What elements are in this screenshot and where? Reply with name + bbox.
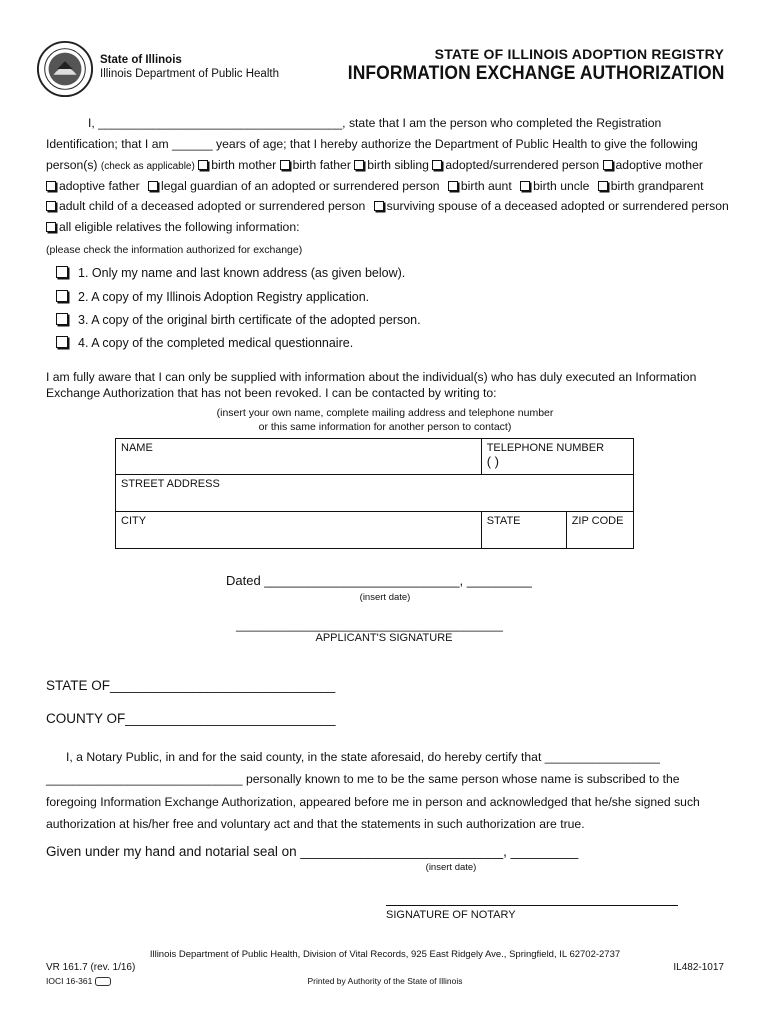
option-3 [56,313,421,327]
city-label: CITY [121,515,147,527]
checkbox-birth-uncle[interactable] [520,181,530,191]
notary-signature-label: SIGNATURE OF NOTARY [386,909,516,921]
state-name: State of Illinois [100,54,182,66]
option-4-checkbox[interactable] [56,336,68,348]
relative-adopted-person: adopted/surrendered person [445,158,600,172]
relative-birth-father: birth father [292,158,351,172]
checkbox-birth-father[interactable] [280,160,290,170]
name-label: NAME [121,442,153,454]
notary-cert-line-1: I, a Notary Public, in and for the said county, in the state aforesaid, do hereby certify that _________________ [66,750,660,764]
state-field[interactable] [481,512,566,549]
department-name: Illinois Department of Public Health [100,68,279,80]
form-number: VR 161.7 (rev. 1/16) [46,962,136,973]
state-of-field[interactable]: STATE OF______________________________ [46,678,336,693]
insert-date-note: (insert date) [359,592,411,603]
relative-birth-sibling: birth sibling [367,158,429,172]
applicant-signature-label: APPLICANT'S SIGNATURE [315,632,453,644]
awareness-line-2: Exchange Authorization that has not been revoked. I can be contacted by writing to: [46,386,497,400]
contact-address-table [115,438,634,549]
name-field[interactable] [116,439,482,475]
relative-birth-grandparent: birth grandparent [610,179,704,193]
check-note: (check as applicable) [100,161,195,172]
option-2 [56,290,369,304]
option-3-label: 3. A copy of the original birth certificate of the adopted person. [78,313,421,327]
relative-birth-aunt: birth aunt [460,179,512,193]
telephone-field[interactable] [481,439,633,475]
checkbox-adult-child[interactable] [46,201,56,211]
phone-parens: ( ) [486,454,499,469]
applicant-signature-line[interactable]: ________________________________________ [236,618,503,632]
checkbox-all-eligible[interactable] [46,222,56,232]
insert-instruction-1: (insert your own name, complete mailing address and telephone number [216,407,554,419]
option-2-checkbox[interactable] [56,290,68,302]
street-address-field[interactable] [116,475,634,512]
ioci-text: IOCI 16-361 [46,976,93,986]
notary-signature-line[interactable] [386,905,678,906]
given-under-seal-field[interactable]: Given under my hand and notarial seal on ___________________________, _________ [46,844,579,859]
option-2-label: 2. A copy of my Illinois Adoption Registry application. [78,290,370,304]
county-of-field[interactable]: COUNTY OF____________________________ [46,711,336,726]
form-code: IL482-1017 [673,962,724,973]
checkbox-birth-aunt[interactable] [448,181,458,191]
option-4-label: 4. A copy of the completed medical questionnaire. [78,336,354,350]
relative-all-eligible: all eligible relatives the following information: [59,220,300,234]
checkbox-birth-mother[interactable] [198,160,208,170]
checkbox-adopted-person[interactable] [432,160,442,170]
option-1-checkbox[interactable] [56,266,68,278]
relatives-line-4 [46,220,724,234]
option-4 [56,336,353,350]
relatives-line-2 [46,179,724,193]
zip-field[interactable] [566,512,633,549]
check-instruction: (please check the information authorized for exchange) [46,244,303,256]
telephone-label: TELEPHONE NUMBER [486,442,605,454]
agency-block [100,53,279,81]
checkbox-birth-grandparent[interactable] [598,181,608,191]
zip-label: ZIP CODE [571,515,624,527]
notary-insert-date-note: (insert date) [425,862,477,873]
street-label: STREET ADDRESS [121,478,220,490]
state-seal-icon [36,40,94,98]
city-field[interactable] [116,512,482,549]
checkbox-legal-guardian[interactable] [148,181,158,191]
relatives-line-3 [46,199,729,213]
relative-adoptive-mother: adoptive mother [615,158,703,172]
form-title-line2: INFORMATION EXCHANGE AUTHORIZATION [347,63,724,84]
relatives-line-1 [46,158,724,172]
name-statement-line: I, ____________________________________, state that I am the person who completed the Registration [88,116,662,130]
checkbox-adoptive-father[interactable] [46,181,56,191]
notary-cert-line-3: foregoing Information Exchange Authorization, appeared before me in person and acknowledged that he/she signed such [46,795,700,809]
form-title-line1: STATE OF ILLINOIS ADOPTION REGISTRY [434,46,724,62]
footer-address: Illinois Department of Public Health, Division of Vital Records, 925 East Ridgely Ave., Springfield, IL 62702-2737 [149,949,621,960]
checkbox-surviving-spouse[interactable] [374,201,384,211]
relative-adoptive-father: adoptive father [59,179,140,193]
insert-instruction-2: or this same information for another person to contact) [258,421,512,433]
option-1-label: 1. Only my name and last known address (as given below). [78,266,406,280]
relative-legal-guardian: legal guardian of an adopted or surrendered person [161,179,440,193]
notary-cert-line-4: authorization at his/her free and voluntary act and that the statements in such authorization are true. [46,817,585,831]
state-label: STATE [486,515,521,527]
printed-by-authority: Printed by Authority of the State of Illinois [307,976,463,986]
relative-adult-child: adult child of a deceased adopted or surrendered person [59,199,366,213]
checkbox-adoptive-mother[interactable] [603,160,613,170]
option-3-checkbox[interactable] [56,313,68,325]
checkbox-birth-sibling[interactable] [354,160,364,170]
age-statement-line: Identification; that I am ______ years of age; that I hereby authorize the Department of Public Health to give the following [46,137,698,151]
dated-field[interactable]: Dated ___________________________, _________ [226,573,532,588]
persons-label: person(s) [46,158,98,172]
awareness-line-1: I am fully aware that I can only be supplied with information about the individual(s) who has duly executed an Information [46,370,697,384]
option-1 [56,266,405,280]
relative-birth-mother: birth mother [211,158,277,172]
notary-cert-line-2: _____________________________ personally known to me to be the same person whose name is subscribed to the [46,772,680,786]
relative-surviving-spouse: surviving spouse of a deceased adopted or surrendered person [386,199,729,213]
relative-birth-uncle: birth uncle [533,179,590,193]
